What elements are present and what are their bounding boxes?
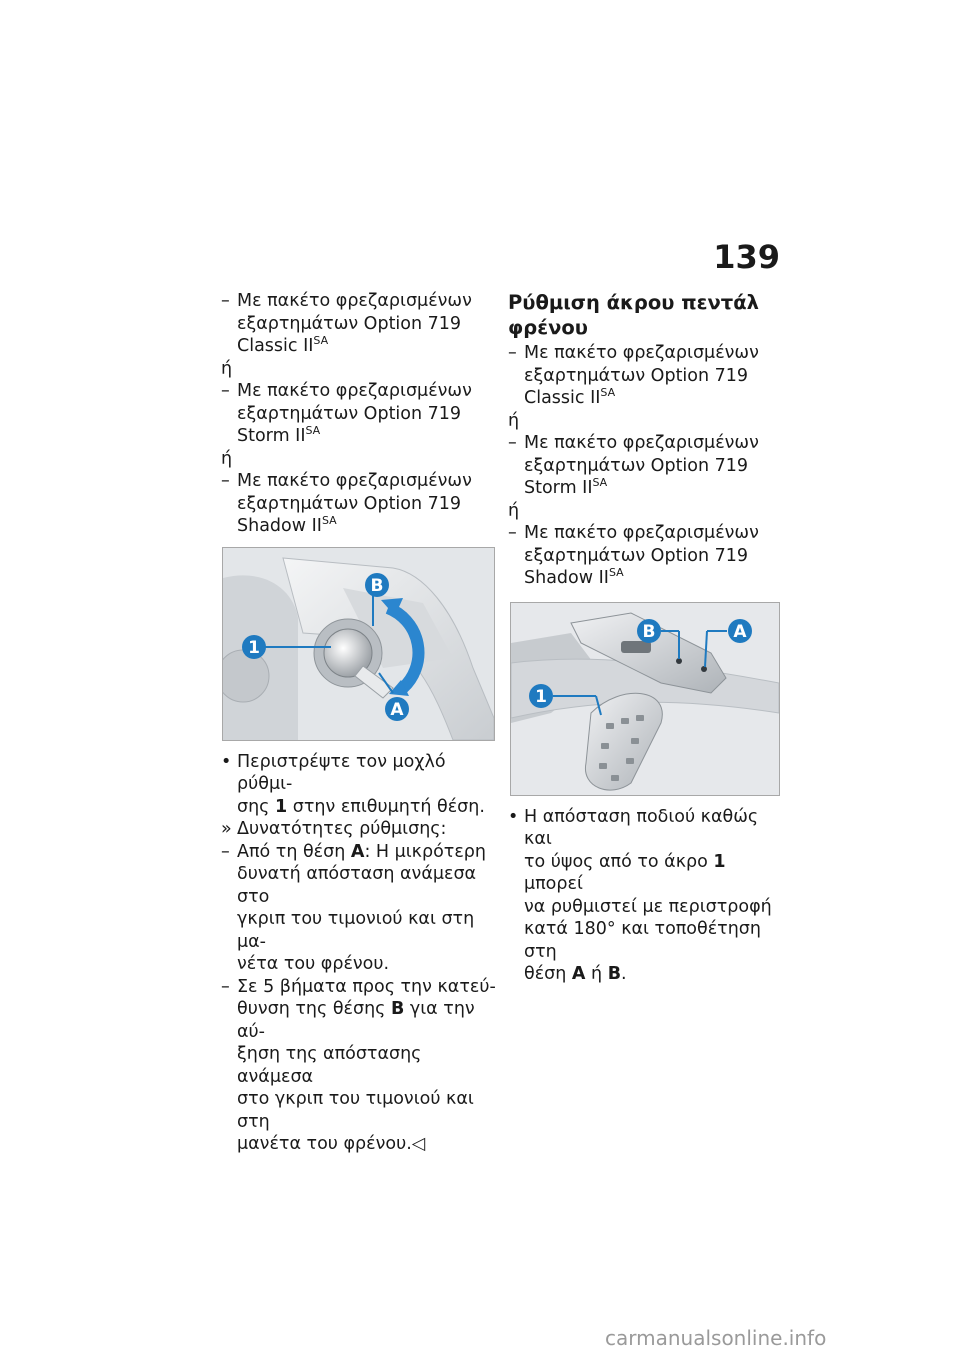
step-text: ή (585, 964, 608, 984)
sa-superscript: SA (592, 476, 608, 489)
sub-text: για την αύ- (237, 999, 475, 1042)
dash-marker: – (221, 976, 230, 997)
bullet-marker: • (508, 806, 519, 827)
or-separator: ή (221, 358, 233, 379)
option-line: εξαρτημάτων Option 719 (237, 403, 462, 424)
result-line (221, 818, 496, 841)
sub-line: νέτα του φρένου. (237, 954, 390, 974)
ref-number: 1 (275, 796, 288, 817)
sub-text: θυνση της θέσης (237, 999, 391, 1019)
option-shadow (508, 522, 783, 590)
heading-line: Ρύθμιση άκρου πεντάλ (508, 291, 759, 314)
left-column (221, 290, 496, 1156)
option-line: εξαρτημάτων Option 719 (524, 365, 749, 386)
sub-text: μανέτα του φρένου. (237, 1134, 412, 1154)
option-line: Με πακέτο φρεζαρισμένων (237, 291, 472, 311)
option-line: Με πακέτο φρεζαρισμένων (524, 523, 759, 543)
callout-1: 1 (248, 637, 260, 658)
option-line (524, 477, 783, 500)
page-number: 139 (713, 238, 780, 276)
sa-superscript: SA (600, 386, 616, 399)
ref-number: 1 (713, 851, 726, 872)
or-separator: ή (221, 448, 233, 469)
sub-line: στο γκριπ του τιμονιού και στη (237, 1089, 474, 1132)
option-line (237, 515, 496, 538)
option-shadow (221, 470, 496, 538)
option-storm (508, 432, 783, 500)
ref-letter: B (391, 999, 405, 1019)
step-text: στην επιθυμητή θέση. (287, 796, 485, 817)
or-separator: ή (508, 500, 520, 521)
sub-item-position-a (221, 841, 496, 976)
option-line: Με πακέτο φρεζαρισμένων (237, 471, 472, 491)
sub-line: ξηση της απόστασης ανάμεσα (237, 1044, 422, 1087)
end-mark-icon: ◁ (411, 1134, 426, 1154)
option-line: Με πακέτο φρεζαρισμένων (524, 343, 759, 363)
sub-text: Από τη θέση (237, 841, 351, 862)
option-line: εξαρτημάτων Option 719 (524, 455, 749, 476)
option-line (237, 425, 496, 448)
callout-1: 1 (535, 686, 547, 707)
callout-a: A (390, 699, 404, 720)
bullet-marker: • (221, 751, 232, 772)
ref-letter: A (571, 964, 586, 984)
step-line (237, 796, 496, 819)
right-column (508, 290, 783, 986)
sa-superscript: SA (313, 334, 329, 347)
option-name: Storm II (524, 478, 593, 498)
step-line (524, 963, 783, 986)
sa-superscript: SA (608, 566, 624, 579)
option-name: Storm II (237, 426, 306, 446)
option-line: εξαρτημάτων Option 719 (524, 545, 749, 566)
callout-b: B (642, 621, 656, 642)
sub-line (237, 1133, 496, 1156)
callout-b: B (370, 575, 384, 596)
option-line: εξαρτημάτων Option 719 (237, 493, 462, 514)
step-line: να ρυθμιστεί με περιστροφή (524, 896, 772, 917)
sub-line (237, 998, 496, 1043)
option-classic (508, 342, 783, 410)
option-name: Shadow II (524, 568, 609, 588)
option-classic (221, 290, 496, 358)
sub-line: δυνατή απόσταση ανάμεσα στο (237, 864, 477, 907)
step-line: Η απόσταση ποδιού καθώς και (524, 806, 759, 849)
step-text: . (621, 964, 627, 984)
ref-letter: A (350, 841, 365, 862)
section-heading (508, 290, 783, 340)
step-text: σης (237, 796, 276, 817)
option-line: εξαρτημάτων Option 719 (237, 313, 462, 334)
step-text: θέση (524, 964, 572, 984)
option-line (524, 387, 783, 410)
sub-text: : Η μικρότερη (364, 841, 486, 862)
option-name: Classic II (237, 336, 314, 356)
sub-line: Σε 5 βήματα προς την κατεύ- (237, 976, 496, 997)
option-storm (221, 380, 496, 448)
step-text: το ύψος από το άκρο (524, 851, 714, 872)
or-separator: ή (508, 410, 520, 431)
step-line (524, 851, 783, 896)
dash-marker: – (221, 841, 230, 862)
result-text: Δυνατότητες ρύθμισης: (237, 819, 447, 839)
step-line: Περιστρέψτε τον μοχλό ρύθμι- (237, 751, 446, 794)
step-text: μπορεί (524, 874, 583, 894)
ref-letter: B (607, 964, 622, 984)
sub-line (237, 841, 496, 864)
step-line: κατά 180° και τοποθέτηση στη (524, 919, 761, 962)
sa-superscript: SA (321, 514, 337, 527)
option-name: Shadow II (237, 516, 322, 536)
heading-line: φρένου (508, 316, 588, 339)
watermark: carmanualsonline.info (605, 1326, 827, 1350)
dash-marker: – (508, 523, 517, 543)
option-line (237, 335, 496, 358)
option-line: Με πακέτο φρεζαρισμένων (237, 381, 472, 401)
sa-superscript: SA (305, 424, 321, 437)
dash-marker: – (508, 433, 517, 453)
dash-marker: – (221, 381, 230, 401)
callout-a: A (733, 621, 747, 642)
option-line (524, 567, 783, 590)
option-name: Classic II (524, 388, 601, 408)
dash-marker: – (221, 471, 230, 491)
sub-line: γκριπ του τιμονιού και στη μα- (237, 909, 475, 952)
result-marker: » (221, 819, 232, 839)
instruction-step (508, 806, 783, 986)
option-line: Με πακέτο φρεζαρισμένων (524, 433, 759, 453)
instruction-step (221, 751, 496, 819)
brake-lever-adjuster-figure (222, 547, 495, 741)
dash-marker: – (508, 343, 517, 363)
sub-item-position-b (221, 976, 496, 1156)
brake-pedal-tip-figure (510, 602, 780, 796)
dash-marker: – (221, 291, 230, 311)
